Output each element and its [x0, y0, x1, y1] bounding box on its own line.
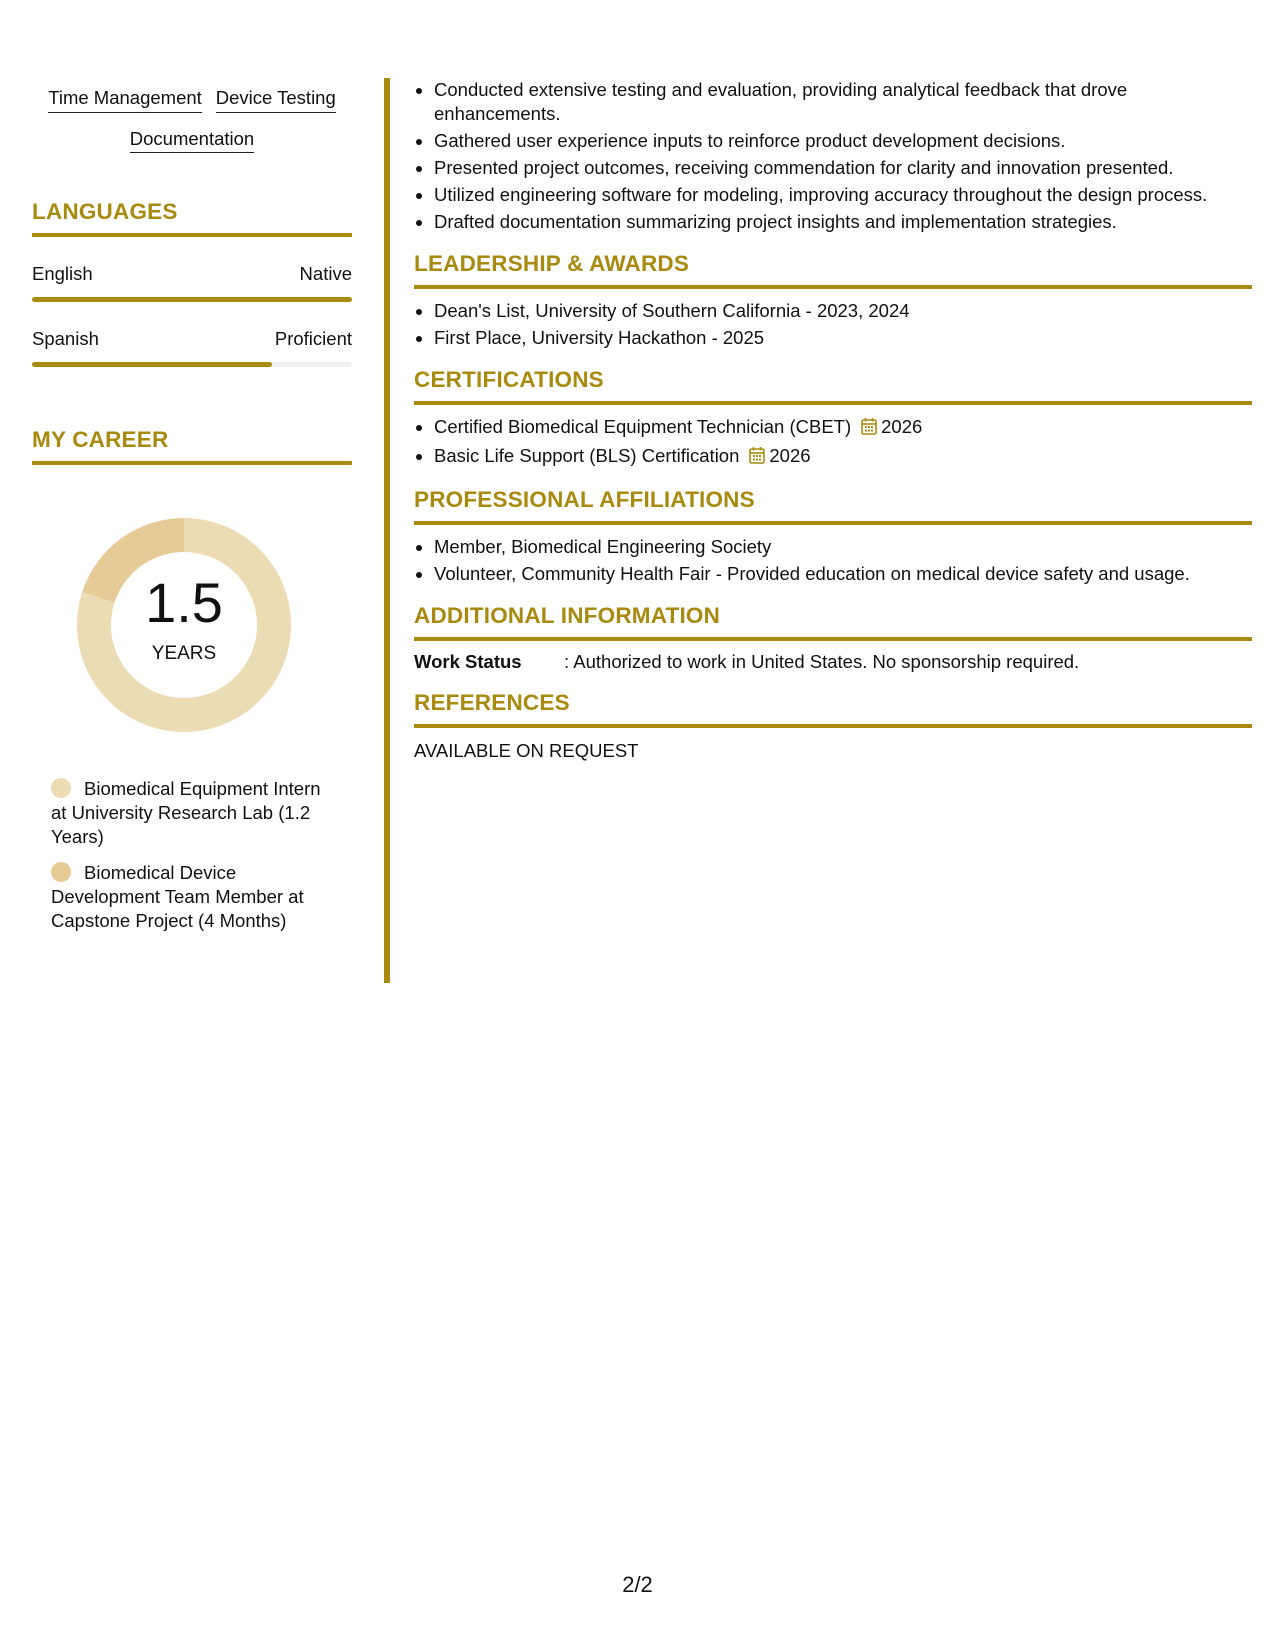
calendar-icon — [861, 417, 877, 441]
certification-item — [434, 415, 1252, 441]
language-bar — [32, 362, 352, 367]
section-title: LEADERSHIP & AWARDS — [414, 251, 690, 276]
affiliation-item: • Member, Biomedical Engineering Society — [434, 535, 1252, 559]
bullet-item: • Conducted extensive testing and evaluation, providing analytical feedback that drove enhancements. — [434, 78, 1252, 126]
calendar-icon — [749, 446, 765, 470]
language-level: Proficient — [274, 328, 352, 349]
section-rule — [32, 461, 352, 465]
certification-name: Basic Life Support (BLS) Certification — [434, 445, 740, 466]
section-rule — [414, 521, 1252, 525]
section-rule — [414, 637, 1252, 641]
skill-tag: Time Management — [48, 89, 202, 113]
language-item — [32, 263, 352, 302]
sidebar — [32, 78, 352, 945]
affiliations-section — [414, 487, 1252, 586]
career-legend — [51, 777, 341, 933]
work-status-label: Work Status — [414, 651, 522, 672]
certification-item — [434, 444, 1252, 470]
career-section — [32, 427, 352, 933]
leadership-section — [414, 251, 1252, 350]
legend-label: Biomedical Device Development Team Member at Capstone Project (4 Months) — [51, 862, 304, 931]
language-bar — [32, 297, 352, 302]
career-total-unit: YEARS — [151, 643, 217, 664]
legend-dot — [51, 778, 71, 798]
skill-tag: Device Testing — [216, 89, 336, 113]
bullet-item: • Presented project outcomes, receiving commendation for clarity and innovation presented. — [434, 156, 1252, 180]
bullet-item: • Gathered user experience inputs to reinforce product development decisions. — [434, 129, 1252, 153]
legend-label: Biomedical Equipment Intern at University Research Lab (1.2 Years) — [51, 778, 321, 847]
affiliation-item: • Volunteer, Community Health Fair - Provided education on medical device safety and usage. — [434, 562, 1252, 586]
certification-year: 2026 — [881, 416, 923, 437]
section-title: PROFESSIONAL AFFILIATIONS — [414, 487, 755, 512]
skills-list — [32, 78, 352, 159]
main-column — [414, 78, 1252, 762]
experience-bullets — [414, 78, 1252, 234]
references-section — [414, 690, 1252, 762]
legend-item — [51, 861, 341, 933]
references-text: AVAILABLE ON REQUEST — [414, 740, 639, 761]
certifications-section — [414, 367, 1252, 470]
section-rule — [414, 401, 1252, 405]
language-bar-fill — [32, 297, 352, 302]
certification-name: Certified Biomedical Equipment Technician (CBET) — [434, 416, 852, 437]
career-total-value: 1.5 — [145, 571, 223, 634]
column-divider — [384, 78, 390, 983]
award-item: • Dean's List, University of Southern California - 2023, 2024 — [434, 299, 1252, 323]
page-number: 2/2 — [622, 1572, 653, 1597]
section-title: REFERENCES — [414, 690, 570, 715]
language-name: Spanish — [32, 328, 99, 349]
section-rule — [414, 724, 1252, 728]
section-title: MY CAREER — [32, 427, 169, 452]
language-item — [32, 328, 352, 367]
additional-info-section — [414, 603, 1252, 673]
section-rule — [414, 285, 1252, 289]
work-status-value: : Authorized to work in United States. No sponsorship required. — [564, 651, 1080, 672]
skill-tag: Documentation — [130, 130, 254, 154]
language-name: English — [32, 263, 93, 284]
language-level: Native — [299, 263, 352, 284]
work-status-row — [414, 651, 1252, 673]
certification-year: 2026 — [769, 445, 811, 466]
legend-item — [51, 777, 341, 849]
award-item: • First Place, University Hackathon - 2025 — [434, 326, 1252, 350]
bullet-item: • Drafted documentation summarizing project insights and implementation strategies. — [434, 210, 1252, 234]
section-rule — [32, 233, 352, 237]
legend-dot — [51, 862, 71, 882]
section-title: CERTIFICATIONS — [414, 367, 604, 392]
language-bar-fill — [32, 362, 272, 367]
career-donut-chart — [64, 505, 304, 745]
section-title: ADDITIONAL INFORMATION — [414, 603, 721, 628]
languages-section — [32, 199, 352, 367]
bullet-item: • Utilized engineering software for modeling, improving accuracy throughout the design process. — [434, 183, 1252, 207]
section-title: LANGUAGES — [32, 199, 178, 224]
